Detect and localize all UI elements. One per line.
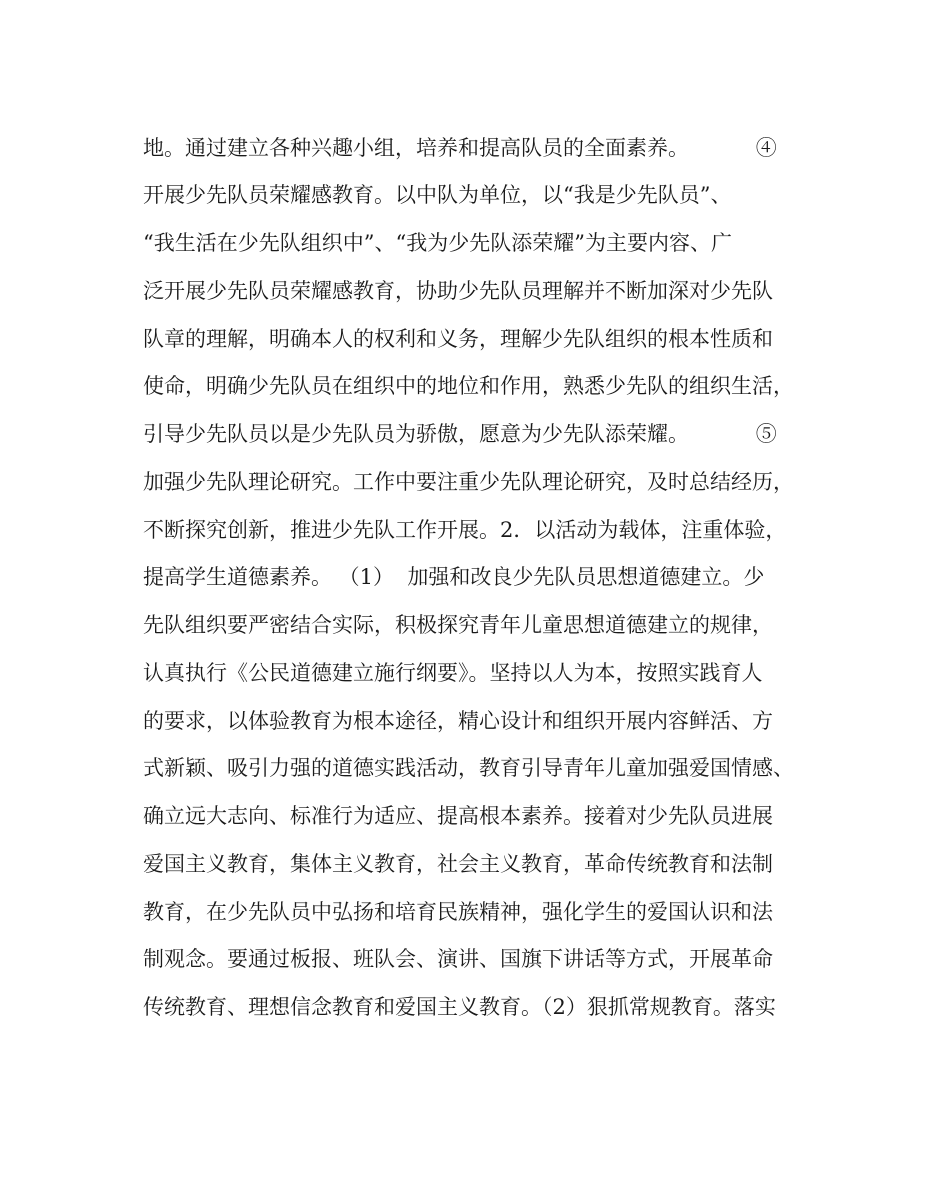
text-line: 式新颖、吸引力强的道德实践活动，教育引导青年儿童加强爱国情感、 [143, 756, 794, 780]
text-line: 传统教育、理想信念教育和爱国主义教育。（2）狠抓常规教育。落实 [143, 995, 776, 1019]
text-line: 队章的理解，明确本人的权利和义务，理解少先队组织的根本性质和 [143, 327, 773, 351]
text-line: 使命，明确少先队员在组织中的地位和作用，熟悉少先队的组织生活， [143, 374, 794, 398]
text-line: 提高学生道德素养。 （1） 加强和改良少先队员思想道德建立。少 [143, 565, 765, 589]
text-line: 泛开展少先队员荣耀感教育，协助少先队员理解并不断加深对少先队 [143, 279, 773, 303]
text-line: 制观念。要通过板报、班队会、演讲、国旗下讲话等方式，开展革命 [143, 947, 773, 971]
text-line: 开展少先队员荣耀感教育。以中队为单位，以“我是少先队员”、 [143, 183, 732, 207]
text-line: 的要求，以体验教育为根本途径，精心设计和组织开展内容鲜活、方 [143, 709, 773, 733]
text-line: 不断探究创新，推进少先队工作开展。2．以活动为载体，注重体验， [143, 518, 787, 542]
text-line: 确立远大志向、标准行为适应、提高根本素养。接着对少先队员进展 [143, 804, 773, 828]
text-line: 引导少先队员以是少先队员为骄傲，愿意为少先队添荣耀。 ⑤ [143, 422, 777, 446]
text-line: 先队组织要严密结合实际，积极探究青年儿童思想道德建立的规律， [143, 613, 773, 637]
text-line: 地。通过建立各种兴趣小组，培养和提高队员的全面素养。 ④ [143, 136, 777, 160]
text-line: 爱国主义教育，集体主义教育，社会主义教育，革命传统教育和法制 [143, 852, 773, 876]
text-line: 教育，在少先队员中弘扬和培育民族精神，强化学生的爱国认识和法 [143, 900, 773, 924]
text-line: 认真执行《公民道德建立施行纲要》。坚持以人为本，按照实践育人 [143, 661, 763, 685]
text-line: “我生活在少先队组织中”、“我为少先队添荣耀”为主要内容、广 [143, 231, 732, 255]
text-line: 加强少先队理论研究。工作中要注重少先队理论研究，及时总结经历， [143, 470, 794, 494]
